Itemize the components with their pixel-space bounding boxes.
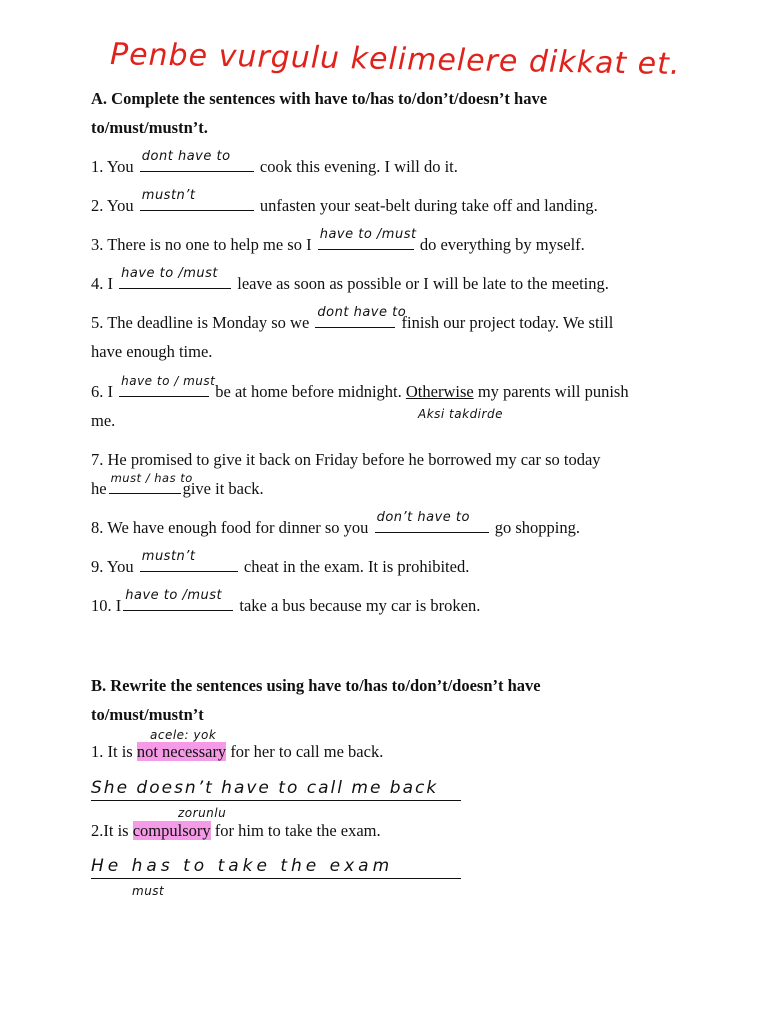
item-text: 2.It is — [91, 821, 129, 840]
exercise-a-item-7 — [91, 445, 671, 503]
answer-blank[interactable] — [318, 227, 417, 250]
item-text: give it back. — [182, 479, 264, 498]
teacher-note: Penbe vurgulu kelimelere dikkat et. — [109, 37, 681, 82]
section-b-title — [91, 671, 651, 729]
handwritten-correction: must — [132, 884, 165, 898]
answer-blank[interactable] — [119, 266, 231, 289]
underlined-word: Otherwise — [405, 382, 474, 401]
answer-blank[interactable] — [375, 510, 489, 533]
handwritten-answer: don’t have to — [376, 510, 470, 525]
exercise-a-item-2 — [91, 188, 671, 220]
answer-line[interactable] — [91, 770, 461, 801]
exercise-a-item-3 — [91, 227, 671, 259]
item-text: me. — [91, 411, 116, 430]
exercise-a-item-6 — [91, 374, 671, 435]
item-text: 10. I — [91, 596, 122, 615]
handwritten-answer: mustn’t — [141, 549, 196, 564]
answer-blank[interactable] — [315, 305, 407, 328]
answer-blank[interactable] — [140, 549, 238, 572]
exercise-a-item-1 — [91, 149, 671, 181]
item-text: my parents will punish — [477, 382, 629, 401]
exercise-a-item-9 — [91, 549, 671, 581]
highlighted-phrase: compulsory — [132, 821, 211, 840]
item-text: have enough time. — [91, 342, 213, 361]
handwritten-answer: She doesn’t have to call me back — [91, 778, 439, 798]
item-text: be at home before midnight. — [215, 382, 402, 401]
exercise-a-item-4 — [91, 266, 671, 298]
answer-blank[interactable] — [123, 588, 233, 611]
handwritten-answer: He has to take the exam — [91, 856, 394, 876]
section-a-title — [91, 84, 651, 142]
item-text: go shopping. — [494, 518, 580, 537]
exercise-a-item-5 — [91, 305, 671, 366]
item-text: 9. You — [91, 557, 134, 576]
section-b-title-line1: B. Rewrite the sentences using have to/has to/don’t/doesn’t have — [91, 676, 541, 695]
handwritten-answer: dont have to — [317, 305, 407, 320]
handwritten-answer: have to /must — [125, 588, 223, 603]
item-text: finish our project today. We still — [401, 313, 614, 332]
handwritten-answer: have to / must — [121, 374, 216, 388]
item-text: cook this evening. I will do it. — [259, 157, 458, 176]
highlighted-phrase: not necessary — [136, 742, 227, 761]
exercise-a-item-8 — [91, 510, 671, 542]
item-text: 1. You — [91, 157, 134, 176]
handwritten-answer: mustn’t — [141, 188, 196, 203]
item-text: 2. You — [91, 196, 134, 215]
item-text: 6. I — [91, 382, 113, 401]
item-text: leave as soon as possible or I will be late to the meeting. — [237, 274, 609, 293]
answer-blank[interactable] — [119, 374, 216, 397]
answer-blank[interactable] — [140, 149, 254, 172]
section-a-title-line2: to/must/mustn’t. — [91, 118, 208, 137]
item-text: for her to call me back. — [230, 742, 384, 761]
section-b-title-line2: to/must/mustn’t — [91, 705, 204, 724]
item-text: 1. It is — [91, 742, 133, 761]
translation-note: zorunlu — [178, 806, 227, 820]
item-text: cheat in the exam. It is prohibited. — [243, 557, 470, 576]
item-text: 5. The deadline is Monday so we — [91, 313, 310, 332]
item-text: take a bus because my car is broken. — [239, 596, 481, 615]
item-text: 7. He promised to give it back on Friday before he borrowed my car so today — [91, 450, 601, 469]
handwritten-answer: dont have to — [141, 149, 231, 164]
item-text: 3. There is no one to help me so I — [91, 235, 312, 254]
exercise-a-item-10 — [91, 588, 671, 620]
item-text: unfasten your seat-belt during take off and landing. — [259, 196, 598, 215]
answer-blank[interactable] — [140, 188, 254, 211]
answer-blank[interactable] — [109, 471, 193, 494]
item-text: 8. We have enough food for dinner so you — [91, 518, 369, 537]
item-text: for him to take the exam. — [214, 821, 381, 840]
item-text: he — [91, 479, 107, 498]
handwritten-answer: have to /must — [121, 266, 218, 281]
item-text: 4. I — [91, 274, 113, 293]
item-text: do everything by myself. — [419, 235, 585, 254]
answer-line[interactable] — [91, 848, 461, 879]
translation-note: acele: yok — [150, 728, 217, 742]
exercise-b-item-2 — [91, 816, 671, 845]
translation-note: Aksi takdirde — [418, 407, 503, 421]
handwritten-answer: must / has to — [110, 471, 193, 485]
handwritten-answer: have to /must — [319, 227, 417, 242]
section-a-title-line1: A. Complete the sentences with have to/has to/don’t/doesn’t have — [91, 89, 548, 108]
